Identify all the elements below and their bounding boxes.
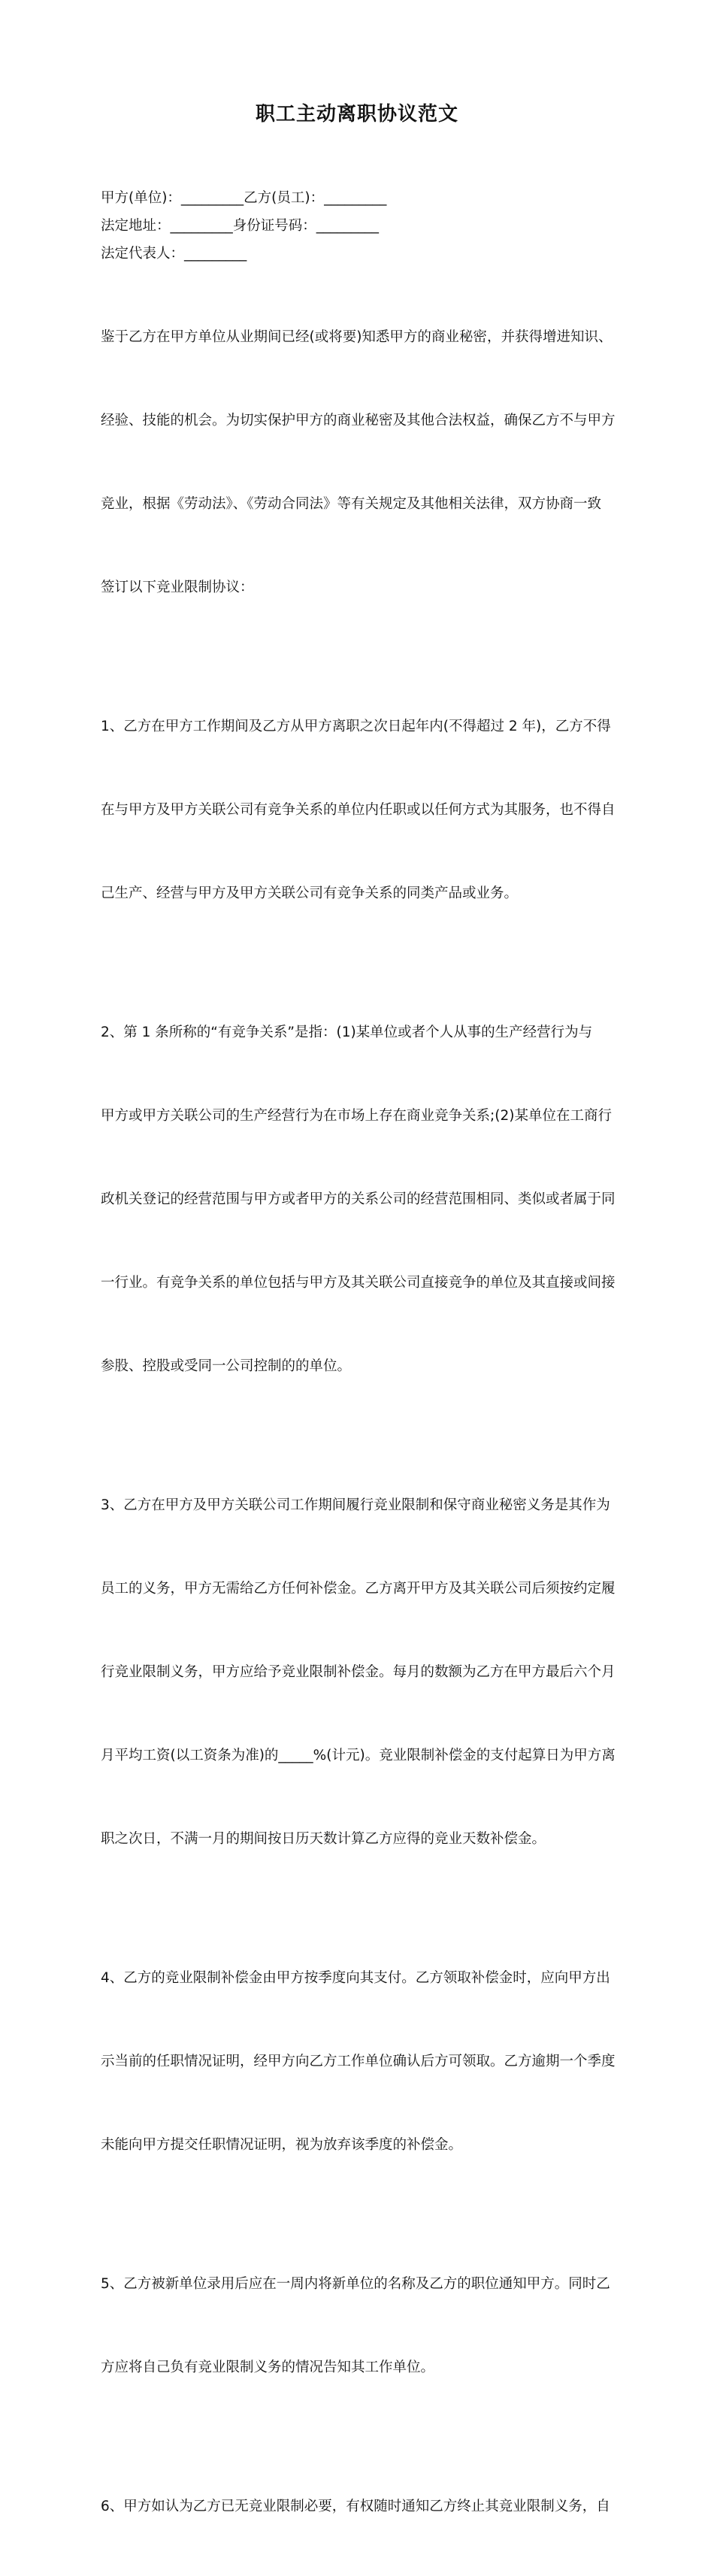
paragraph-clause-6 xyxy=(86,2437,639,2576)
text-line: 职之次日，不满一月的期间按日历天数计算乙方应得的竞业天数补偿金。 xyxy=(101,1831,546,1847)
text-line: 1、乙方在甲方工作期间及乙方从甲方离职之次日起年内(不得超过 2 年)，乙方不得 xyxy=(101,719,611,734)
text-line: 行竞业限制义务，甲方应给予竞业限制补偿金。每月的数额为乙方在甲方最后六个月 xyxy=(101,1664,616,1680)
text-line: 3、乙方在甲方及甲方关联公司工作期间履行竞业限制和保守商业秘密义务是其作为 xyxy=(101,1497,610,1513)
text-line: 一行业。有竞争关系的单位包括与甲方及其关联公司直接竞争的单位及其直接或间接 xyxy=(101,1275,616,1291)
text-line: 在与甲方及甲方关联公司有竞争关系的单位内任职或以任何方式为其服务，也不得自 xyxy=(101,802,616,818)
text-line: 月平均工资(以工资条为准)的_____%(计元)。竞业限制补偿金的支付起算日为甲方离 xyxy=(101,1748,616,1763)
document-body xyxy=(86,184,639,2576)
text-line: 5、乙方被新单位录用后应在一周内将新单位的名称及乙方的职位通知甲方。同时乙 xyxy=(101,2276,610,2292)
text-line: 参股、控股或受同一公司控制的的单位。 xyxy=(101,1358,352,1374)
paragraph-preamble xyxy=(86,268,639,657)
text-line: 示当前的任职情况证明，经甲方向乙方工作单位确认后方可领取。乙方逾期一个季度 xyxy=(101,2054,616,2069)
text-line: 甲方或甲方关联公司的生产经营行为在市场上存在商业竞争关系;(2)某单位在工商行 xyxy=(101,1108,612,1124)
text-line: 2、第 1 条所称的“有竞争关系”是指：(1)某单位或者个人从事的生产经营行为与 xyxy=(101,1025,593,1040)
paragraph-clause-4 xyxy=(86,1909,639,2214)
header-field-representative: 法定代表人：_________ xyxy=(101,246,247,262)
text-line: 员工的义务，甲方无需给乙方任何补偿金。乙方离开甲方及其关联公司后须按约定履 xyxy=(101,1581,616,1597)
text-line: 方应将自己负有竞业限制义务的情况告知其工作单位。 xyxy=(101,2360,435,2375)
text-line: 政机关登记的经营范围与甲方或者甲方的关系公司的经营范围相同、类似或者属于同 xyxy=(101,1191,616,1207)
text-line: 己生产、经营与甲方及甲方关联公司有竞争关系的同类产品或业务。 xyxy=(101,885,519,901)
header-field-address: 法定地址：_________身份证号码：_________ xyxy=(101,218,380,234)
text-line: 未能向甲方提交任职情况证明，视为放弃该季度的补偿金。 xyxy=(101,2137,463,2153)
paragraph-clause-1 xyxy=(86,657,639,963)
text-line: 4、乙方的竞业限制补偿金由甲方按季度向其支付。乙方领取补偿金时，应向甲方出 xyxy=(101,1970,610,1986)
text-line: 竞业，根据《劳动法》、《劳动合同法》等有关规定及其他相关法律，双方协商一致 xyxy=(101,496,602,512)
paragraph-clause-3 xyxy=(86,1436,639,1909)
text-line: 鉴于乙方在甲方单位从业期间已经(或将要)知悉甲方的商业秘密，并获得增进知识、 xyxy=(101,329,613,345)
document-title: 职工主动离职协议范文 xyxy=(255,103,458,126)
paragraph-clause-5 xyxy=(86,2214,639,2437)
text-line: 签订以下竞业限制协议： xyxy=(101,580,254,595)
text-line: 经验、技能的机会。为切实保护甲方的商业秘密及其他合法权益，确保乙方不与甲方 xyxy=(101,413,616,428)
text-line: 6、甲方如认为乙方已无竞业限制必要，有权随时通知乙方终止其竞业限制义务，自 xyxy=(101,2499,610,2514)
header-field-party: 甲方(单位)：_________乙方(员工)：_________ xyxy=(101,190,387,206)
paragraph-clause-2 xyxy=(86,963,639,1436)
